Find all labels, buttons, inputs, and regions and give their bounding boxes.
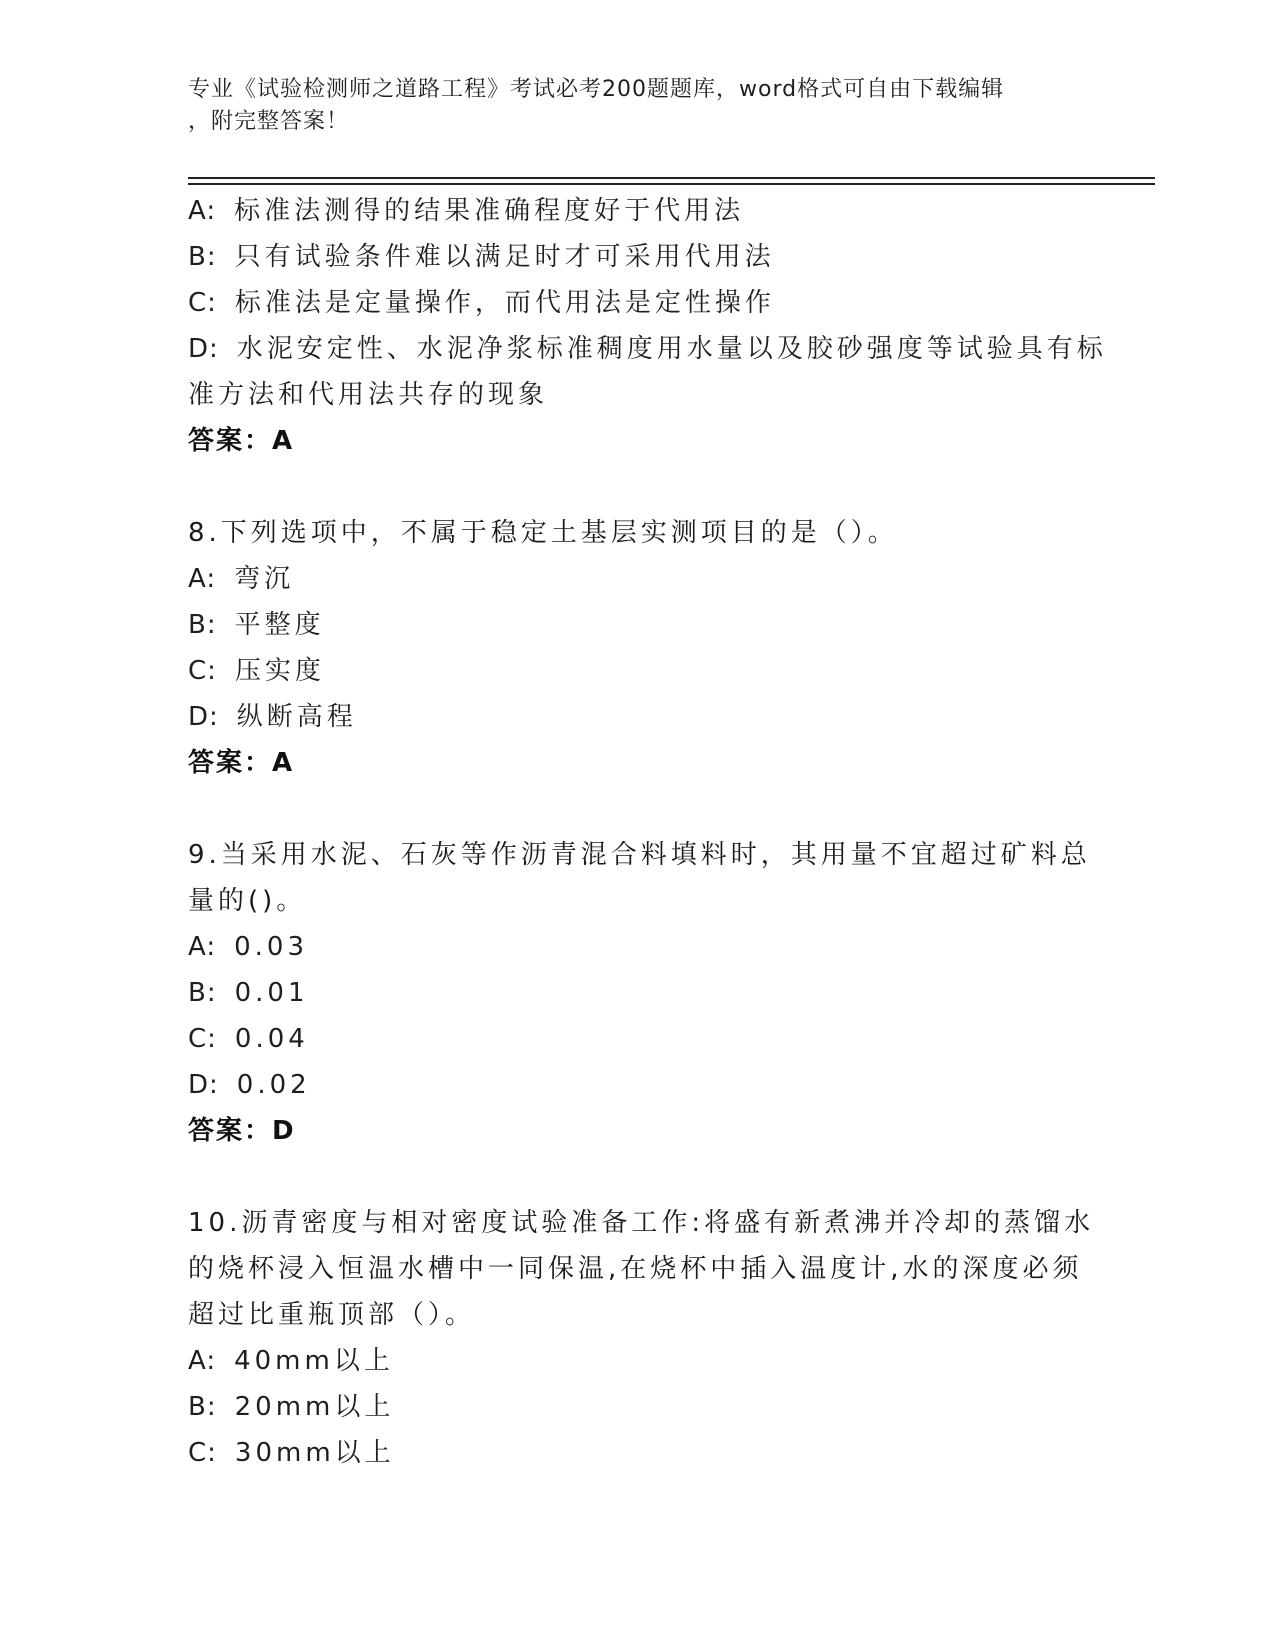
option-b	[188, 1384, 1088, 1430]
option-c	[188, 1430, 1088, 1476]
option-label: A:	[188, 1346, 217, 1376]
option-text: 标准法测得的结果准确程度好于代用法	[234, 196, 745, 226]
option-label: C:	[188, 1438, 217, 1468]
option-a	[188, 924, 1088, 970]
option-text: 弯沉	[234, 564, 295, 594]
option-text: 水泥安定性、水泥净浆标准稠度用水量以及胶砂强度等试验具有标	[236, 334, 1107, 364]
question-9	[188, 832, 1091, 1154]
question-stem-continued: 的烧杯浸入恒温水槽中一同保温,在烧杯中插入温度计,水的深度必须	[188, 1254, 1083, 1284]
document-header	[188, 74, 1088, 138]
option-text: 30mm以上	[234, 1438, 395, 1468]
option-d-continued: 准方法和代用法共存的现象	[188, 380, 549, 410]
option-text: 压实度	[234, 656, 325, 686]
option-text: 标准法是定量操作，而代用法是定性操作	[234, 288, 775, 318]
spacer	[188, 786, 1088, 832]
option-label: A:	[188, 932, 217, 962]
option-d	[188, 1062, 1088, 1108]
header-title-line-2: ，附完整答案！	[188, 109, 350, 134]
option-text: 纵断高程	[236, 702, 357, 732]
header-divider-bottom	[188, 183, 1155, 185]
option-label: C:	[188, 1024, 217, 1054]
option-text: 0.03	[234, 932, 308, 962]
question-10	[188, 1200, 1095, 1476]
option-a	[188, 556, 1088, 602]
option-a	[188, 188, 1088, 234]
spacer	[188, 1154, 1088, 1200]
option-text: 只有试验条件难以满足时才可采用代用法	[234, 242, 775, 272]
option-b	[188, 602, 1088, 648]
option-c	[188, 648, 1088, 694]
question-stem: 8.下列选项中，不属于稳定土基层实测项目的是（）。	[188, 518, 898, 548]
question-stem-continued: 量的()。	[188, 886, 307, 916]
answer-line: 答案：A	[188, 426, 295, 456]
question-stem-continued: 超过比重瓶顶部（）。	[188, 1300, 476, 1330]
header-divider-top	[188, 177, 1155, 179]
question-8	[188, 510, 1088, 786]
option-text: 0.01	[234, 978, 309, 1008]
option-d	[188, 326, 1107, 372]
option-text: 0.02	[236, 1070, 311, 1100]
question-7-continued	[188, 188, 1107, 464]
option-label: D:	[188, 1070, 219, 1100]
option-a	[188, 1338, 1088, 1384]
option-label: B:	[188, 610, 217, 640]
option-label: B:	[188, 242, 217, 272]
option-label: D:	[188, 702, 219, 732]
header-title-line-1: 专业《试验检测师之道路工程》考试必考200题题库，word格式可自由下载编辑	[188, 77, 1005, 102]
option-text: 40mm以上	[234, 1346, 394, 1376]
option-label: C:	[188, 656, 217, 686]
spacer	[188, 464, 1088, 510]
option-d	[188, 694, 1088, 740]
question-stem: 10.沥青密度与相对密度试验准备工作:将盛有新煮沸并冷却的蒸馏水	[188, 1208, 1095, 1238]
option-text: 0.04	[234, 1024, 309, 1054]
option-b	[188, 234, 1088, 280]
option-c	[188, 1016, 1088, 1062]
option-c	[188, 280, 1088, 326]
option-text: 平整度	[234, 610, 325, 640]
option-label: B:	[188, 978, 217, 1008]
option-label: B:	[188, 1392, 217, 1422]
option-text: 20mm以上	[234, 1392, 395, 1422]
option-label: A:	[188, 196, 217, 226]
option-label: A:	[188, 564, 217, 594]
option-b	[188, 970, 1088, 1016]
option-label: C:	[188, 288, 217, 318]
option-label: D:	[188, 334, 219, 364]
answer-line: 答案：A	[188, 748, 295, 778]
answer-line: 答案：D	[188, 1116, 296, 1146]
question-stem: 9.当采用水泥、石灰等作沥青混合料填料时，其用量不宜超过矿料总	[188, 840, 1091, 870]
question-list	[188, 188, 1107, 1476]
